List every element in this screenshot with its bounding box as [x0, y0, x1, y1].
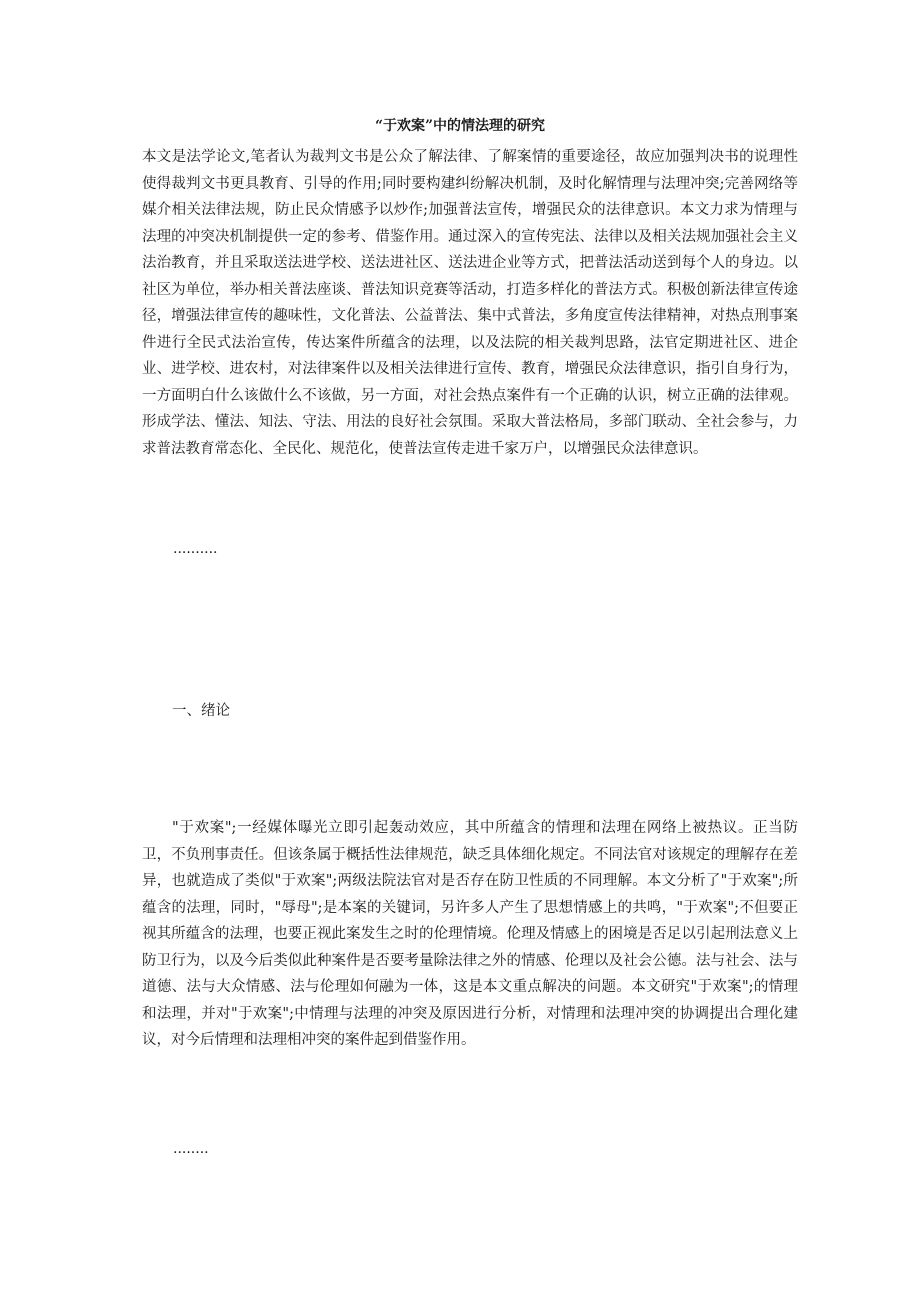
- ellipsis-after-abstract: ..........: [173, 541, 218, 557]
- abstract-paragraph: 本文是法学论文,笔者认为裁判文书是公众了解法律、了解案情的重要途径，故应加强判决书的说理性使得裁判文书更具教育、引导的作用;同时要构建纠纷解决机制，及时化解情理与法理冲突;完善网络等媒介相关法律法规，防止民众情感予以炒作;加强普法宣传，增强民众的法律意识。本文力求为情理与法理的冲突决机制提供一定的参考、借鉴作用。通过深入的宣传宪法、法律以及相关法规加强社会主义法治教育，并且采取送法进学校、送法进社区、送法进企业等方式，把普法活动送到每个人的身边。以社区为单位，举办相关普法座谈、普法知识竞赛等活动，打造多样化的普法方式。积极创新法律宣传途径，增强法律宣传的趣味性，文化普法、公益普法、集中式普法，多角度宣传法律精神，对热点刑事案件进行全民式法治宣传，传达案件所蕴含的法理，以及法院的相关裁判思路，法官定期进社区、进企业、进学校、进农村，对法律案件以及相关法律进行宣传、教育，增强民众法律意识，指引自身行为，一方面明白什么该做什么不该做，另一方面，对社会热点案件有一个正确的认识，树立正确的法律观。形成学法、懂法、知法、守法、用法的良好社会氛围。采取大普法格局，多部门联动、全社会参与，力求普法教育常态化、全民化、规范化，使普法宣传走进千家万户，以增强民众法律意识。: [142, 149, 798, 457]
- document-title: “于欢案”中的情法理的研究: [374, 118, 546, 134]
- section-heading-introduction: 一、绪论: [172, 703, 230, 719]
- ellipsis-after-introduction: ........: [173, 1141, 209, 1157]
- introduction-paragraph: "于欢案";一经媒体曝光立即引起轰动效应，其中所蕴含的情理和法理在网络上被热议。正当防卫，不负刑事责任。但该条属于概括性法律规范，缺乏具体细化规定。不同法官对该规定的理解存在差异，也就造成了类似"于欢案";两级法院法官对是否存在防卫性质的不同理解。本文分析了"于欢案";所蕴含的法理，同时，"辱母";是本案的关键词，另许多人产生了思想情感上的共鸣，"于欢案";不但要正视其所蕴含的法理，也要正视此案发生之时的伦理情境。伦理及情感上的困境是否足以引起刑法意义上防卫行为，以及今后类似此种案件是否要考量除法律之外的情感、伦理以及社会公德。法与社会、法与道德、法与大众情感、法与伦理如何融为一体，这是本文重点解决的问题。本文研究"于欢案";的情理和法理，并对"于欢案";中情理与法理的冲突及原因进行分析，对情理和法理冲突的协调提出合理化建议，对今后情理和法理相冲突的案件起到借鉴作用。: [142, 820, 798, 1048]
